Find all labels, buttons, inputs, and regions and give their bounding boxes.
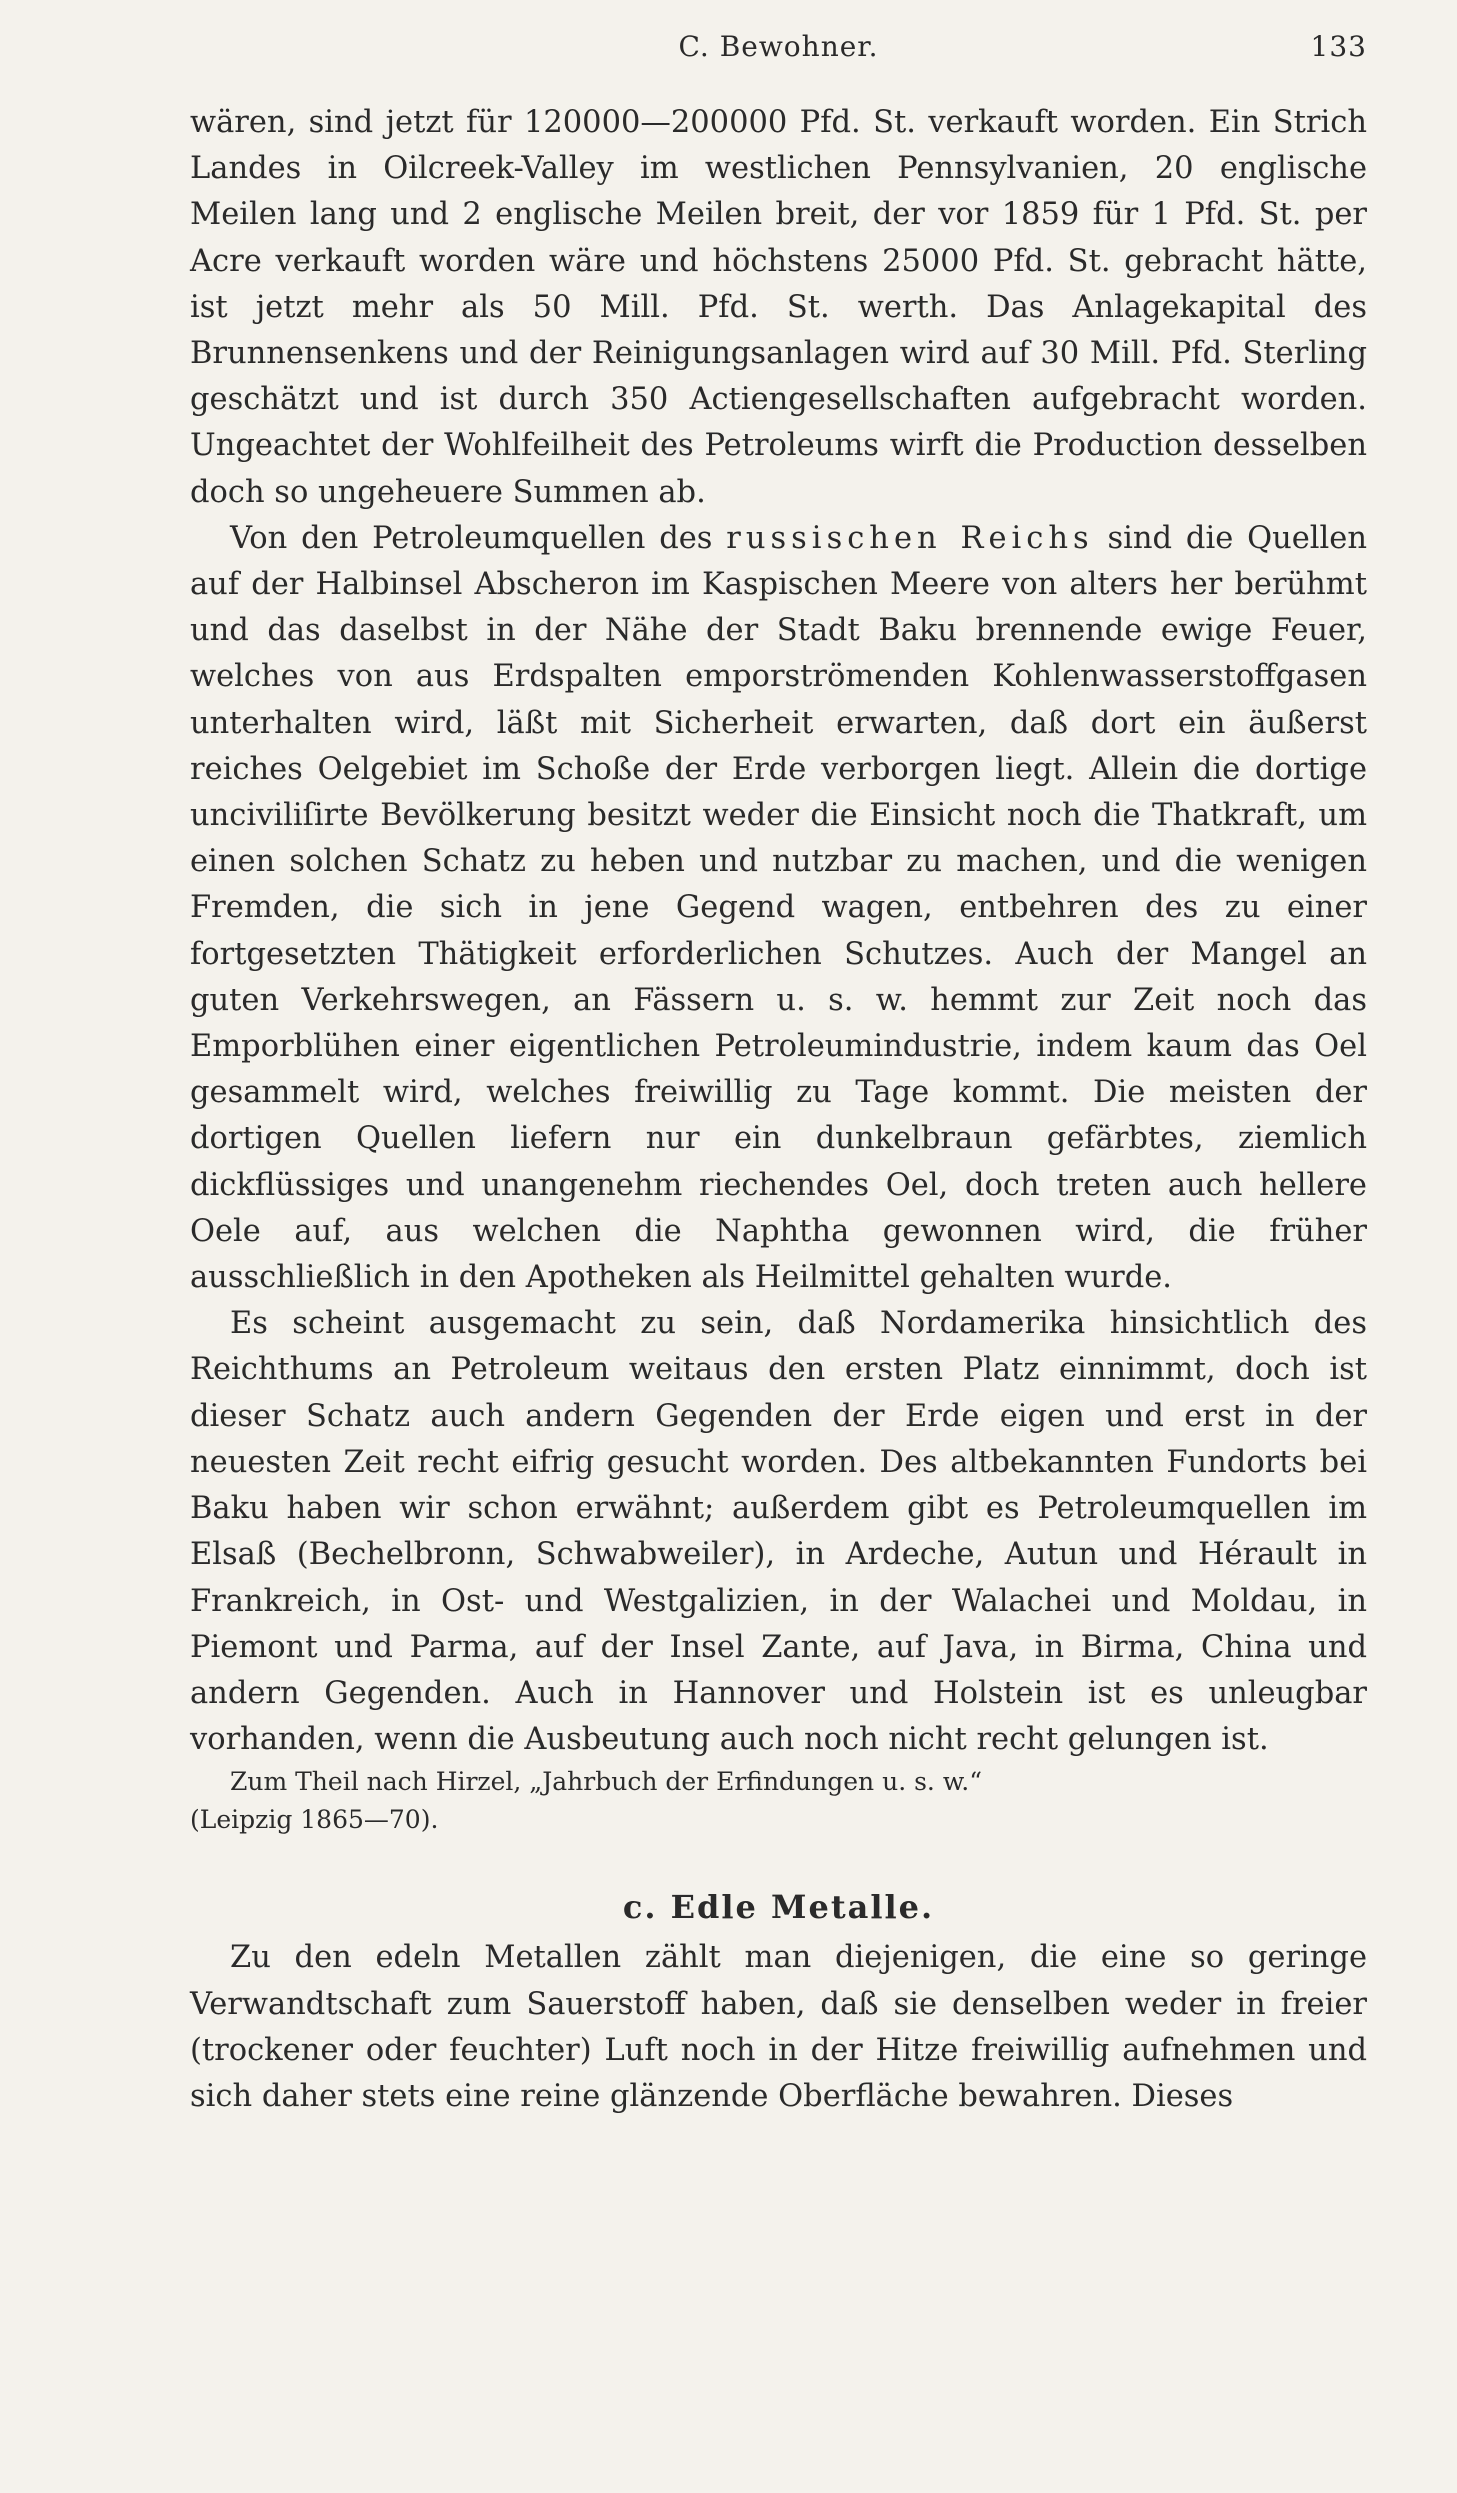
paragraph-world-sources: Es scheint ausgemacht zu sein, daß Nordamerika hinsichtlich des Reichthums an Petroleum weitaus den ersten Platz einnimmt, doch ist dieser Schatz auch andern Gegenden der Erde eigen und erst in der neuesten Zeit recht eifrig gesucht worden. Des altbekannten Fundorts bei Baku haben wir schon erwähnt; außerdem gibt es Petroleumquellen im Elsaß (Bechelbronn, Schwabweiler), in Ardeche, Autun und Hérault in Frankreich, in Ost- und Westgalizien, in der Walachei und Moldau, in Piemont und Parma, auf der Insel Zante, auf Java, in Birma, China und andern Gegenden. Auch in Hannover und Holstein ist es unleugbar vorhanden, wenn die Ausbeutung auch noch nicht recht gelungen ist. (190, 1306, 1367, 1758)
source-note-line: (Leipzig 1865—70). (190, 1805, 439, 1835)
running-head (190, 30, 1367, 90)
paragraph-oilcreek: wären, sind jetzt für 120000—200000 Pfd. St. verkauft worden. Ein Strich Landes in Oilcreek-Valley im westlichen Pennsylvanien, 20 englische Meilen lang und 2 englische Meilen breit, der vor 1859 für 1 Pfd. St. per Acre verkauft worden wäre und höchstens 25000 Pfd. St. gebracht hätte, ist jetzt mehr als 50 Mill. Pfd. St. werth. Das Anlagekapital des Brunnensenkens und der Reinigungsanlagen wird auf 30 Mill. Pfd. Sterling geschätzt und ist durch 350 Actiengesellschaften aufgebracht worden. Ungeachtet der Wohlfeilheit des Petroleums wirft die Production desselben doch so ungeheuere Summen ab. (190, 105, 1367, 510)
page-number: 133 (1310, 30, 1367, 63)
page-body (190, 100, 1367, 2120)
source-note-line: Zum Theil nach Hirzel, „Jahrbuch der Erfindungen u. s. w.“ (230, 1767, 982, 1797)
paragraph-russian-lead: Von den Petroleumquellen des (230, 520, 727, 556)
paragraph-noble-metals: Zu den edeln Metallen zählt man diejenigen, die eine so geringe Verwandtschaft zum Sauerstoff haben, daß sie denselben weder in freier (trockener oder feuchter) Luft noch in der Hitze freiwillig aufnehmen und sich daher stets eine reine glänzende Oberfläche bewahren. Dieses (190, 1940, 1367, 2114)
running-title: C. Bewohner. (678, 30, 879, 63)
paragraph-russian-rest: sind die Quellen auf der Halbinsel Abscheron im Kaspischen Meere von alters her berühmt und das daselbst in der Nähe der Stadt Baku brennende ewige Feuer, welches von aus Erdspalten emporströmenden Kohlenwasserstoffgasen unterhalten wird, läßt mit Sicherheit erwarten, daß dort ein äußerst reiches Oelgebiet im Schoße der Erde verborgen liegt. Allein die dortige unciviliſirte Bevölkerung besitzt weder die Einsicht noch die Thatkraft, um einen solchen Schatz zu heben und nutzbar zu machen, und die wenigen Fremden, die sich in jene Gegend wagen, entbehren des zu einer fortgesetzten Thätigkeit erforderlichen Schutzes. Auch der Mangel an guten Verkehrswegen, an Fässern u. s. w. hemmt zur Zeit noch das Emporblühen einer eigentlichen Petroleumindustrie, indem kaum das Oel gesammelt wird, welches freiwillig zu Tage kommt. Die meisten der dortigen Quellen liefern nur ein dunkelbraun gefärbtes, ziemlich dickflüssiges und unangenehm riechendes Oel, doch treten auch hellere Oele auf, aus welchen die Naphtha gewonnen wird, die früher ausschließlich in den Apotheken als Heilmittel gehalten wurde. (190, 520, 1367, 1296)
paragraph-russian-petroleum (190, 516, 1367, 1301)
spaced-emphasis: russischen Reichs (726, 520, 1094, 556)
section-heading: c. Edle Metalle. (622, 1888, 935, 1927)
